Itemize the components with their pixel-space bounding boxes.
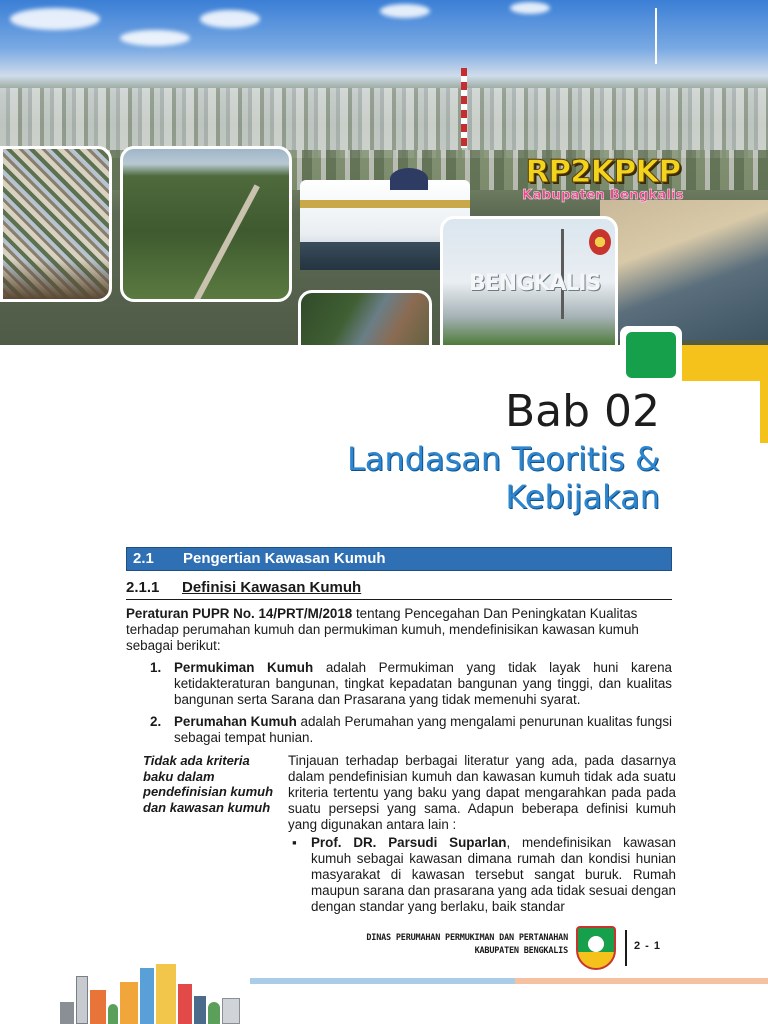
radio-tower xyxy=(461,68,467,148)
bullet-marker: ▪ xyxy=(292,835,297,850)
definition-item xyxy=(150,660,672,708)
decor-green-square xyxy=(626,332,676,378)
city-skyline-illustration xyxy=(56,960,246,1024)
chapter-title xyxy=(280,440,660,516)
regulation-reference: Peraturan PUPR No. 14/PRT/M/2018 xyxy=(126,606,353,621)
subsection-title: Definisi Kawasan Kumuh xyxy=(182,579,362,596)
footer-stripe-blue xyxy=(250,978,515,984)
cloud xyxy=(200,10,260,28)
regency-crest-icon xyxy=(576,926,616,970)
definition-text: adalah Perumahan yang mengalami penurunan kualitas fungsi sebagai tempat hunian. xyxy=(174,714,673,745)
definition-term: Permukiman Kumuh xyxy=(174,660,314,675)
regional-emblem-icon xyxy=(589,229,611,255)
bullet-item xyxy=(288,835,676,915)
definition-number: 1. xyxy=(150,660,162,675)
city-aerial xyxy=(0,88,768,158)
program-title-main: RP2KPKP xyxy=(525,154,681,190)
bullet-author: Prof. DR. Parsudi Suparlan xyxy=(311,835,507,850)
chapter-title-line1: Landasan Teoritis & xyxy=(346,440,660,478)
cover-hero xyxy=(0,0,768,345)
subsection-number: 2.1.1 xyxy=(126,579,160,596)
definition-item xyxy=(150,714,672,746)
photo-bengkalis-landmark xyxy=(440,216,618,345)
literature-review-paragraph: Tinjauan terhadap berbagai literatur yang ada, pada dasarnya dalam pendefinisian kumuh dan kawasan kumuh tidak ada suatu kriteria tertentu yang baku yang dapat mengarahkan pada pada suatu persepsi yang sama. Adapun beberapa definisi kumuh yang digunakan antara lain : xyxy=(288,753,676,832)
chapter-number: Bab 02 xyxy=(504,386,660,437)
decor-yellow-stripe xyxy=(760,345,768,443)
intro-paragraph xyxy=(126,606,672,654)
footer-divider xyxy=(625,930,627,966)
decor-line xyxy=(655,8,657,64)
program-title xyxy=(522,154,684,203)
definition-number: 2. xyxy=(150,714,162,729)
section-number: 2.1 xyxy=(133,550,154,567)
photo-river-village xyxy=(298,290,432,345)
footer-stripe-peach xyxy=(515,978,768,984)
cloud xyxy=(510,2,550,14)
harbor-area xyxy=(600,200,768,340)
page-number: 2 - 1 xyxy=(634,940,662,952)
program-title-sub: Kabupaten Bengkalis xyxy=(522,187,684,203)
cloud xyxy=(380,4,430,18)
definition-term: Perumahan Kumuh xyxy=(174,714,297,729)
definition-text: adalah Permukiman yang tidak layak huni karena ketidakteraturan bangunan, tingkat kepadatan bangunan yang tinggi, dan kualitas bangunan serta Sarana dan Prasarana yang tidak memenuhi syarat. xyxy=(174,660,672,707)
cloud xyxy=(10,8,100,30)
decor-yellow-block xyxy=(682,345,768,381)
section-title: Pengertian Kawasan Kumuh xyxy=(183,550,386,567)
mosque-dome xyxy=(390,168,428,190)
subsection-heading xyxy=(126,578,672,600)
chapter-title-line2: Kebijakan xyxy=(505,478,660,516)
cloud xyxy=(120,30,190,46)
intro-text: tentang Pencegahan Dan Peningkatan Kualitas terhadap perumahan kumuh dan permukiman kumuh, mendefinisikan kawasan kumuh sebagai berikut: xyxy=(126,606,639,653)
footer-agency-line1: DINAS PERUMAHAN PERMUKIMAN DAN PERTANAHAN xyxy=(366,933,568,943)
footer-agency xyxy=(366,932,568,958)
section-heading xyxy=(126,547,672,571)
photo-riverside-town xyxy=(0,146,112,302)
bullet-text: , mendefinisikan kawasan kumuh sebagai kawasan dimana rumah dan kondisi hunian masyarakat di kawasan tersebut sangat buruk. Rumah maupun sarana dan prasarana yang ada tidak sesuai dengan dengan standar yang berlaku, baik standar xyxy=(311,835,676,914)
landmark-sign: BENGKALIS xyxy=(469,271,601,296)
photo-forest-road xyxy=(120,146,292,302)
margin-note: Tidak ada kriteria baku dalam pendefinisian kumuh dan kawasan kumuh xyxy=(143,753,274,815)
footer-agency-line2: KABUPATEN BENGKALIS xyxy=(474,946,568,956)
